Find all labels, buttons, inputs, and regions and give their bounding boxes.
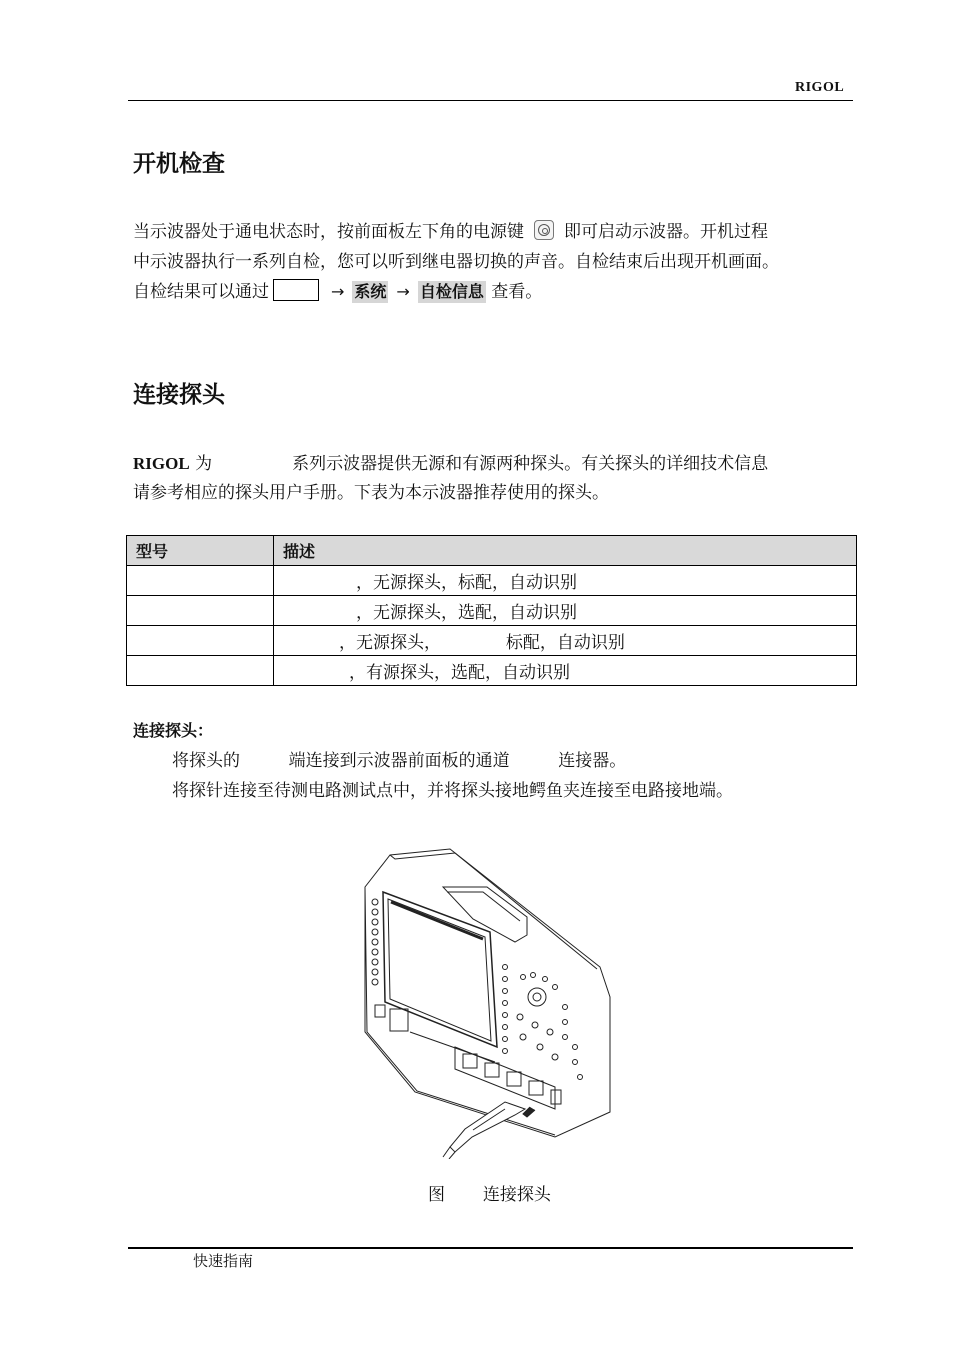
oscilloscope-probe-illustration [355,847,617,1159]
table-cell-description [274,656,857,686]
section1-line1-part2: 即可启动示波器。开机过程 [564,222,768,242]
probe-table [126,535,857,686]
section-title-power-check: 开机检查 [133,151,225,177]
section2-line2: 请参考相应的探头用户手册。下表为本示波器推荐使用的探头。 [133,482,609,503]
connect-step-1: 将探头的 端连接到示波器前面板的通道 连接器。 [172,751,627,771]
table-cell-description [274,596,857,626]
table-row [127,596,857,626]
connect-step-2: 将探针连接至待测电路测试点中，并将探头接地鳄鱼夹连接至电路接地端。 [172,781,733,801]
connect-probe-subtitle: 连接探头： [133,721,214,740]
utility-key-box [273,279,319,301]
table-header-description: 描述 [274,536,857,566]
table-cell-model [127,626,274,656]
menu-key-system: 系统 [354,282,387,301]
section1-line3-prefix: 自检结果可以通过 [133,282,269,302]
table-cell-model [127,596,274,626]
table-cell-description [274,566,857,596]
table-cell-model [127,566,274,596]
section2-brand: RIGOL [133,454,190,473]
table-cell-model [127,656,274,686]
section2-line1-part2: 系列示波器提供无源和有源两种探头。有关探头的详细技术信息 [292,454,769,474]
footer-text: 快速指南 [193,1252,254,1270]
header-rule [128,100,853,101]
description-text: ，无源探头，选配，自动识别 [356,603,577,623]
section-title-connect-probe: 连接探头 [133,382,225,408]
table-cell-description [274,626,857,656]
section1-line1-part1: 当示波器处于通电状态时，按前面板左下角的电源键 [133,222,524,242]
section1-line3 [133,277,779,307]
description-text: ，有源探头，选配，自动识别 [349,663,570,683]
section1-paragraph [133,218,779,307]
section1-line1 [133,218,779,248]
footer-rule [128,1247,853,1249]
section1-line3-suffix: 查看。 [491,282,543,302]
table-header-model: 型号 [127,536,274,566]
description-text: ，无源探头，标配，自动识别 [356,573,577,593]
menu-key-selftest-info: 自检信息 [419,282,484,301]
arrow-right-icon: → [331,282,345,301]
table-row [127,656,857,686]
header-brand: RIGOL [795,80,845,95]
table-header-row [127,536,857,566]
table-row [127,626,857,656]
power-icon [534,220,554,240]
figure-caption: 图 连接探头 [428,1185,551,1205]
section1-line2: 中示波器执行一系列自检，您可以听到继电器切换的声音。自检结束后出现开机画面。 [133,251,779,272]
arrow-right-icon: → [396,282,410,301]
section2-line1 [133,449,768,479]
description-text: ，无源探头， 标配，自动识别 [339,633,625,653]
section2-line1-part1: 为 [195,454,213,474]
table-row [127,566,857,596]
section2-paragraph [133,449,768,508]
